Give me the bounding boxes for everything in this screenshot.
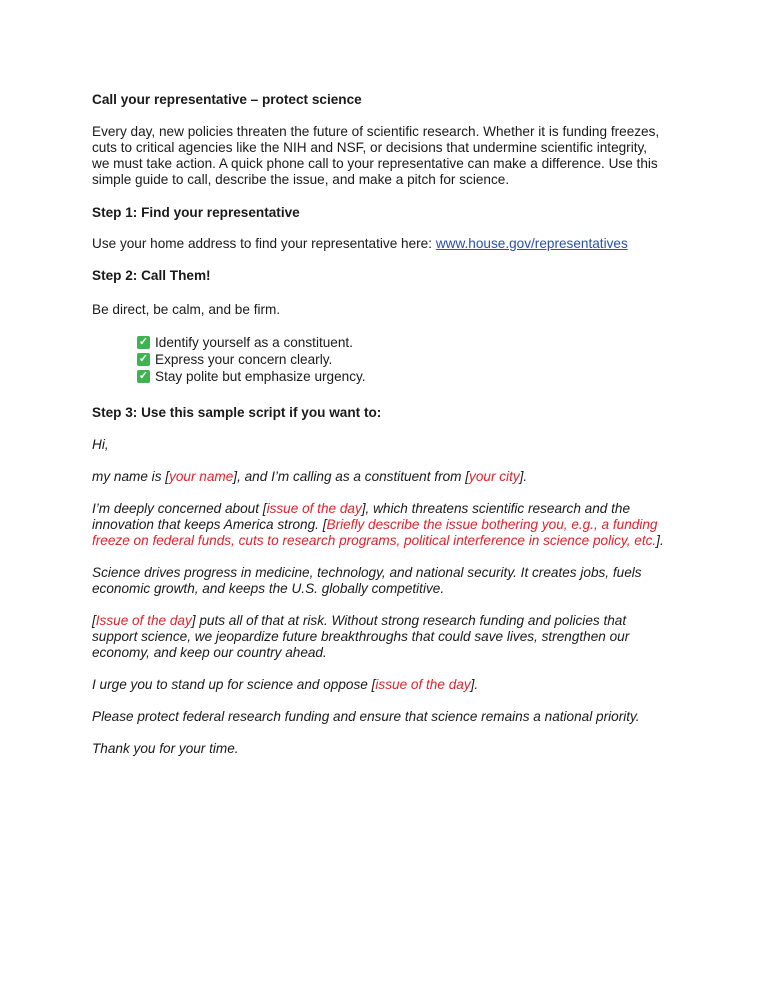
- checklist-item-label: Stay polite but emphasize urgency.: [155, 368, 366, 384]
- script-line: [92, 517, 692, 533]
- document-title: Call your representative – protect science: [92, 92, 362, 107]
- script-text: ], which threatens scientific research and the: [361, 501, 631, 516]
- step1-text-line: [92, 236, 628, 252]
- script-concern-paragraph: [92, 501, 692, 549]
- intro-line: cuts to critical agencies like the NIH and NSF, or decisions that undermine scientific integrity,: [92, 140, 648, 155]
- script-line: [92, 501, 692, 517]
- script-text: my name is [: [92, 469, 170, 484]
- script-protect-line: Please protect federal research funding and ensure that science remains a national priority.: [92, 709, 640, 724]
- script-line: economic growth, and keeps the U.S. globally competitive.: [92, 581, 445, 596]
- script-line: [92, 533, 692, 549]
- placeholder-issue: issue of the day: [266, 501, 362, 516]
- script-text: ], and I’m calling as a constituent from [: [233, 469, 470, 484]
- step2-heading: Step 2: Call Them!: [92, 268, 211, 283]
- script-text: ] puts all of that at risk. Without strong research funding and policies that: [191, 613, 627, 628]
- step1-heading: Step 1: Find your representative: [92, 205, 300, 220]
- placeholder-your-city: your city: [469, 469, 520, 484]
- script-greeting: Hi,: [92, 437, 109, 452]
- script-risk-paragraph: [92, 613, 692, 661]
- placeholder-issue: issue of the day: [375, 677, 471, 692]
- script-science-paragraph: [92, 565, 692, 597]
- script-line: economy, and keep our country ahead.: [92, 645, 327, 660]
- placeholder-describe-issue: freeze on federal funds, cuts to research programs, political interference in science policy, etc.: [92, 533, 657, 548]
- intro-paragraph: [92, 124, 692, 188]
- placeholder-issue: Issue of the day: [95, 613, 192, 628]
- checklist: [137, 334, 366, 385]
- script-text: I’m deeply concerned about [: [92, 501, 267, 516]
- script-line: [92, 613, 692, 629]
- checklist-item: [137, 334, 366, 351]
- script-line: Science drives progress in medicine, technology, and national security. It creates jobs, fuels: [92, 565, 642, 580]
- step1-text: Use your home address to find your representative here:: [92, 236, 436, 251]
- check-mark-icon: ✓: [138, 353, 149, 365]
- step3-heading: Step 3: Use this sample script if you want to:: [92, 405, 382, 420]
- check-mark-icon: ✓: [138, 336, 149, 348]
- placeholder-describe-issue: Briefly describe the issue bothering you, e.g., a funding: [326, 517, 658, 532]
- intro-line: Every day, new policies threaten the future of scientific research. Whether it is funding freezes,: [92, 124, 660, 139]
- script-line: support science, we jeopardize future breakthroughs that could save lives, strengthen our: [92, 629, 630, 644]
- script-text: ].: [519, 469, 528, 484]
- checklist-item: [137, 368, 366, 385]
- checklist-item: [137, 351, 366, 368]
- representatives-link[interactable]: www.house.gov/representatives: [435, 236, 628, 251]
- script-text: ].: [470, 677, 479, 692]
- checklist-item-label: Express your concern clearly.: [155, 351, 333, 367]
- script-intro-line: [92, 469, 527, 485]
- placeholder-your-name: your name: [169, 469, 234, 484]
- check-mark-icon: ✓: [138, 370, 149, 382]
- step2-text: Be direct, be calm, and be firm.: [92, 302, 281, 317]
- intro-line: simple guide to call, describe the issue, and make a pitch for science.: [92, 172, 510, 187]
- script-text: innovation that keeps America strong. [: [92, 517, 327, 532]
- checklist-item-label: Identify yourself as a constituent.: [155, 334, 353, 350]
- script-text: ].: [656, 533, 664, 548]
- script-thanks-line: Thank you for your time.: [92, 741, 239, 756]
- script-urge-line: [92, 677, 478, 693]
- script-text: I urge you to stand up for science and oppose [: [92, 677, 376, 692]
- intro-line: we must take action. A quick phone call to your representative can make a difference. Use this: [92, 156, 658, 171]
- script-text: [: [92, 613, 96, 628]
